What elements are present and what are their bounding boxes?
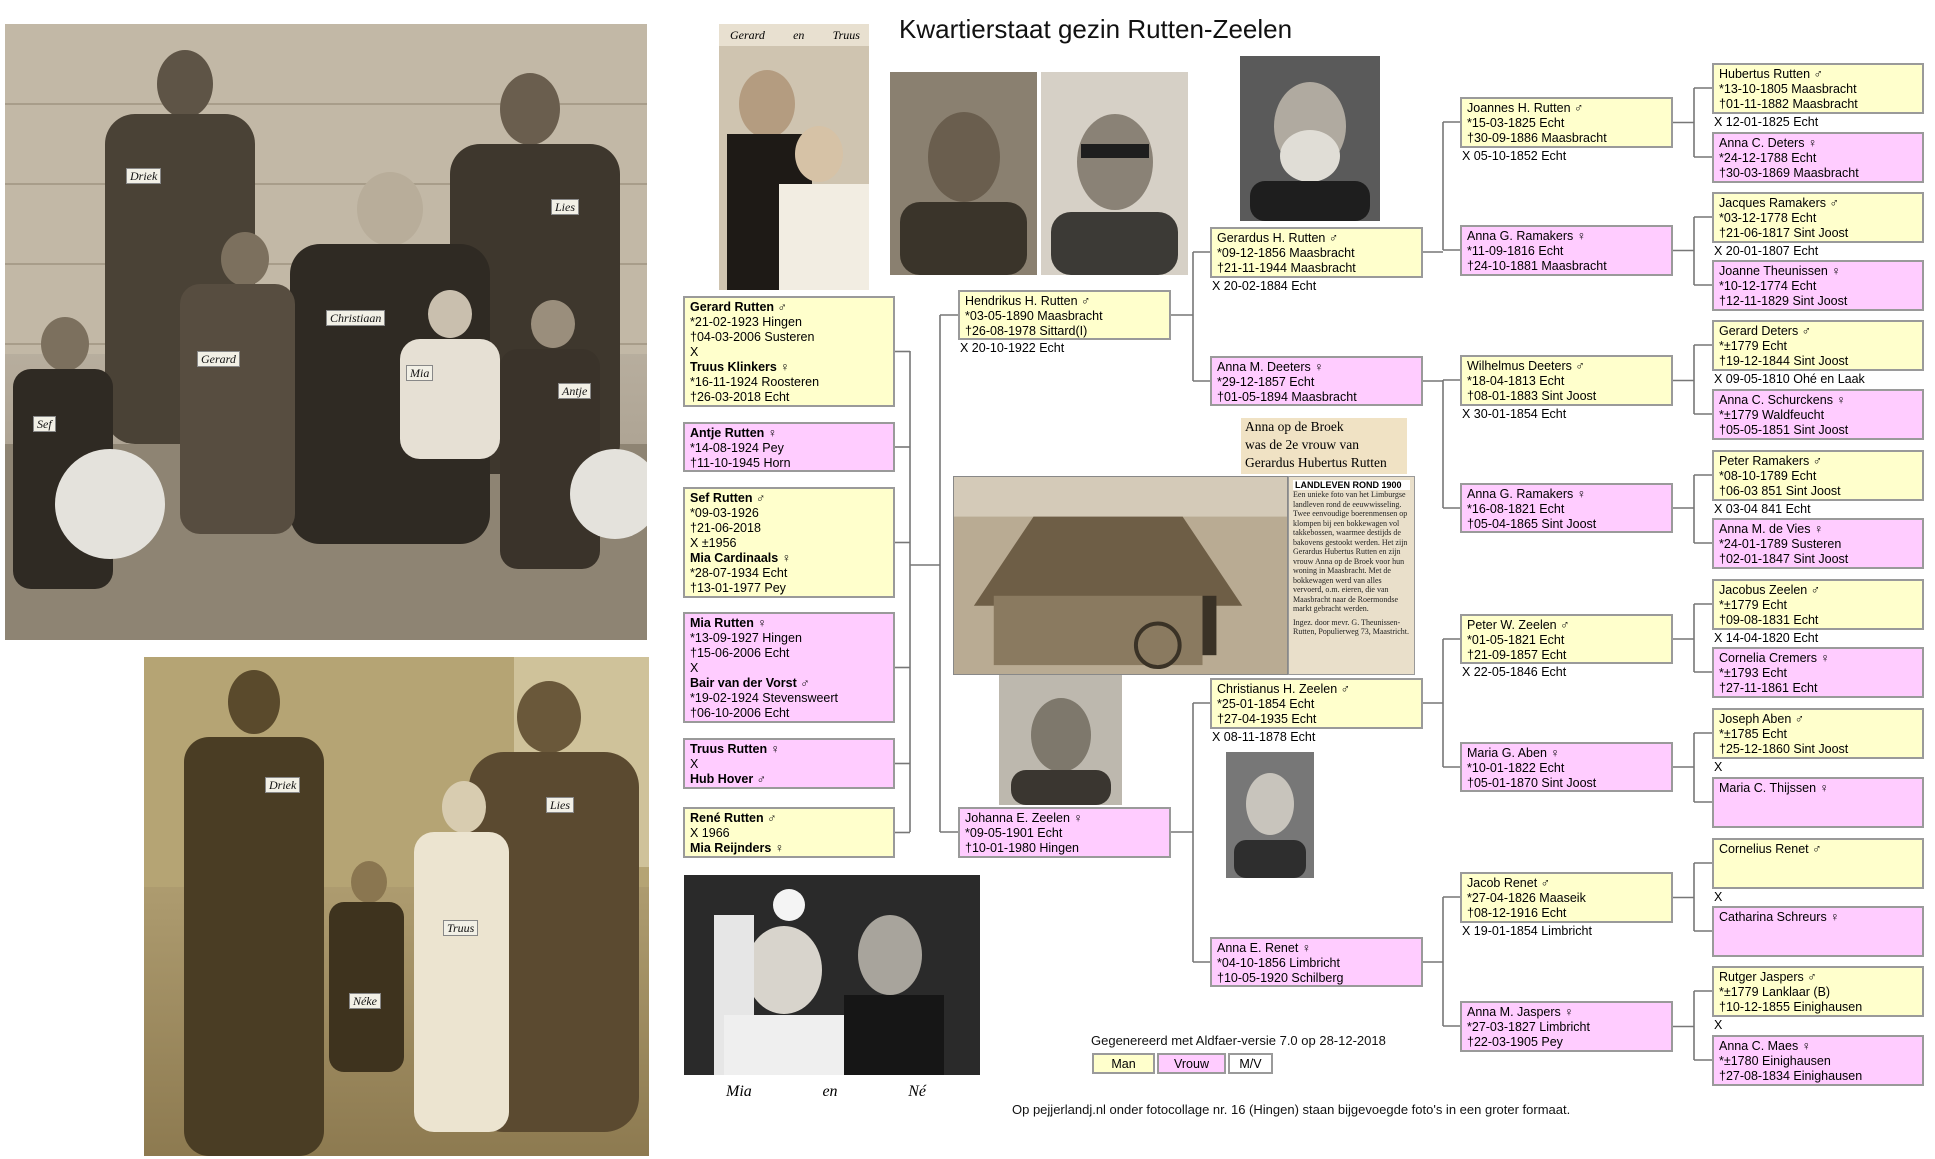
person-line: †02-01-1847 Sint Joost xyxy=(1719,552,1849,566)
great-grandparent-box[interactable] xyxy=(1460,225,1673,276)
person-line: †30-03-1869 Maasbracht xyxy=(1719,166,1859,180)
great-grandparent-box[interactable] xyxy=(1460,1001,1673,1052)
gg-grandparent-box[interactable] xyxy=(1712,450,1924,501)
person-line: Joseph Aben ♂ xyxy=(1719,712,1805,726)
person-line: †21-09-1857 Echt xyxy=(1467,648,1567,662)
photo-label-lies: Lies xyxy=(551,199,579,215)
person-line: Joannes H. Rutten ♂ xyxy=(1467,101,1584,115)
gg-grandparent-box[interactable] xyxy=(1712,1035,1924,1086)
person-line: *16-08-1821 Echt xyxy=(1467,502,1565,516)
person-line: *09-05-1901 Echt xyxy=(965,826,1063,840)
person-line: Peter Ramakers ♂ xyxy=(1719,454,1823,468)
caption-mia: Mia xyxy=(726,1083,752,1100)
marriage-date: X 20-02-1884 Echt xyxy=(1212,279,1317,293)
marriage-date: X 03-04 841 Echt xyxy=(1714,502,1811,516)
marriage-date: X xyxy=(1714,890,1723,904)
child-box[interactable] xyxy=(683,487,895,598)
wedding-caption-2 xyxy=(726,1083,926,1101)
gg-grandparent-box[interactable] xyxy=(1712,63,1924,114)
legend-mv: M/V xyxy=(1228,1053,1273,1074)
person-line: *14-08-1924 Pey xyxy=(690,441,784,455)
marriage-date: X 08-11-1878 Echt xyxy=(1212,730,1316,744)
person-line: †26-08-1978 Sittard(I) xyxy=(965,324,1088,338)
person-line: Cornelia Cremers ♀ xyxy=(1719,651,1830,665)
person-line: X xyxy=(690,661,699,675)
clipping-heading: LANDLEVEN ROND 1900 xyxy=(1293,480,1410,490)
marriage-date: X 20-01-1807 Echt xyxy=(1714,244,1819,258)
person-line: †08-12-1916 Echt xyxy=(1467,906,1567,920)
person-line: *03-12-1778 Echt xyxy=(1719,211,1817,225)
person-line: *13-09-1927 Hingen xyxy=(690,631,802,645)
person-line: †05-04-1865 Sint Joost xyxy=(1467,517,1597,531)
person-line: Truus Klinkers ♀ xyxy=(690,360,790,374)
gg-grandparent-box[interactable] xyxy=(1712,838,1924,889)
note-line-3: Gerardus Hubertus Rutten xyxy=(1245,455,1387,470)
person-line: †24-10-1881 Maasbracht xyxy=(1467,259,1607,273)
person-line: Jacques Ramakers ♂ xyxy=(1719,196,1839,210)
person-line: *09-12-1856 Maasbracht xyxy=(1217,246,1355,260)
caption-ne: Né xyxy=(908,1083,926,1100)
person-line: *±1793 Echt xyxy=(1719,666,1788,680)
photo-label-neke: Néke xyxy=(349,993,381,1009)
person-line: †21-06-1817 Sint Joost xyxy=(1719,226,1849,240)
footer-note: Op pejjerlandj.nl onder fotocollage nr. 16 (Hingen) staan bijgevoegde foto's in een groter formaat. xyxy=(1012,1102,1571,1117)
person-line: René Rutten ♂ xyxy=(690,811,777,825)
great-grandparent-box[interactable] xyxy=(1460,483,1673,533)
person-line: *27-03-1827 Limbricht xyxy=(1467,1020,1590,1034)
person-line: *03-05-1890 Maasbracht xyxy=(965,309,1103,323)
person-line: †21-06-2018 xyxy=(690,521,761,535)
photo-label-christiaan: Christiaan xyxy=(326,310,385,326)
wedding-photo-mia-ne xyxy=(684,875,980,1113)
photo-label-driek: Driek xyxy=(126,168,161,184)
person-line: *15-03-1825 Echt xyxy=(1467,116,1565,130)
person-line: †01-05-1894 Maasbracht xyxy=(1217,390,1357,404)
gg-grandparent-box[interactable] xyxy=(1712,708,1924,759)
person-line: Anna M. Deeters ♀ xyxy=(1217,360,1324,374)
person-line: †01-11-1882 Maasbracht xyxy=(1719,97,1858,111)
portrait-hendrikus-old xyxy=(1041,72,1188,275)
marriage-date: X xyxy=(1714,1018,1723,1032)
person-line: †12-11-1829 Sint Joost xyxy=(1719,294,1848,308)
family-photo-top xyxy=(5,24,647,640)
marriage-date: X 22-05-1846 Echt xyxy=(1462,665,1567,679)
person-line: Johanna E. Zeelen ♀ xyxy=(965,811,1083,825)
parent-box[interactable] xyxy=(958,807,1171,858)
person-line: †27-11-1861 Echt xyxy=(1719,681,1818,695)
person-line: Gerard Rutten ♂ xyxy=(690,300,787,314)
gg-grandparent-box[interactable] xyxy=(1712,777,1924,828)
photo-label-lies-2: Lies xyxy=(546,797,574,813)
person-line: †13-01-1977 Pey xyxy=(690,581,786,595)
portrait-johanna xyxy=(999,675,1122,805)
person-line: Anna G. Ramakers ♀ xyxy=(1467,229,1587,243)
person-line: Anna M. Jaspers ♀ xyxy=(1467,1005,1574,1019)
person-line: †21-11-1944 Maasbracht xyxy=(1217,261,1356,275)
person-line: Anna M. de Vies ♀ xyxy=(1719,522,1824,536)
generated-note: Gegenereerd met Aldfaer-versie 7.0 op 28-12-2018 xyxy=(1091,1033,1386,1048)
person-line: *28-07-1934 Echt xyxy=(690,566,788,580)
person-line: Cornelius Renet ♂ xyxy=(1719,842,1822,856)
person-line: Joanne Theunissen ♀ xyxy=(1719,264,1841,278)
photo-label-truus: Truus xyxy=(443,920,478,936)
child-box[interactable] xyxy=(683,612,895,723)
person-line: Jacob Renet ♂ xyxy=(1467,876,1551,890)
great-grandparent-box[interactable] xyxy=(1460,742,1673,792)
wedding-photo-gerard-truus xyxy=(719,24,869,290)
caption-truus: Truus xyxy=(832,28,860,42)
person-line: Catharina Schreurs ♀ xyxy=(1719,910,1840,924)
person-line: Anna C. Deters ♀ xyxy=(1719,136,1818,150)
person-line: Gerard Deters ♂ xyxy=(1719,324,1812,338)
person-line: †10-05-1920 Schilberg xyxy=(1217,971,1344,985)
gg-grandparent-box[interactable] xyxy=(1712,192,1924,243)
grandparent-box[interactable] xyxy=(1210,678,1423,729)
great-grandparent-box[interactable] xyxy=(1460,614,1673,664)
marriage-date: X 09-05-1810 Ohé en Laak xyxy=(1714,372,1865,386)
person-line: †19-12-1844 Sint Joost xyxy=(1719,354,1849,368)
person-line: Mia Reijnders ♀ xyxy=(690,841,785,855)
person-line: *04-10-1856 Limbricht xyxy=(1217,956,1340,970)
person-line: †27-04-1935 Echt xyxy=(1217,712,1317,726)
gg-grandparent-box[interactable] xyxy=(1712,320,1924,371)
great-grandparent-box[interactable] xyxy=(1460,355,1673,406)
person-line: †10-01-1980 Hingen xyxy=(965,841,1079,855)
person-line: *24-12-1788 Echt xyxy=(1719,151,1817,165)
child-box[interactable] xyxy=(683,807,895,858)
parent-box[interactable] xyxy=(958,290,1171,340)
clipping-photo-farmhouse xyxy=(953,476,1288,675)
person-line: Maria G. Aben ♀ xyxy=(1467,746,1560,760)
person-line: X 1966 xyxy=(690,826,730,840)
gg-grandparent-box[interactable] xyxy=(1712,906,1924,957)
person-line: †22-03-1905 Pey xyxy=(1467,1035,1563,1049)
person-line: *27-04-1826 Maaseik xyxy=(1467,891,1586,905)
clipping-credit: Ingez. door mevr. G. Theunissen-Rutten, Populierweg 73, Maastricht. xyxy=(1293,617,1409,636)
family-photo-bottom xyxy=(144,657,649,1156)
person-line: Anna C. Maes ♀ xyxy=(1719,1039,1812,1053)
person-line: *±1779 Echt xyxy=(1719,339,1788,353)
person-line: Bair van der Vorst ♂ xyxy=(690,676,810,690)
person-line: Truus Rutten ♀ xyxy=(690,742,780,756)
person-line: Anna E. Renet ♀ xyxy=(1217,941,1312,955)
gg-grandparent-box[interactable] xyxy=(1712,647,1924,698)
portrait-hendrikus-young xyxy=(890,72,1037,275)
person-line: †08-01-1883 Sint Joost xyxy=(1467,389,1597,403)
person-line: X xyxy=(690,345,699,359)
marriage-date: X 19-01-1854 Limbricht xyxy=(1462,924,1592,938)
photo-label-antje: Antje xyxy=(558,383,591,399)
caption-gerard: Gerard xyxy=(730,28,765,42)
person-line: *10-12-1774 Echt xyxy=(1719,279,1817,293)
person-line: *25-01-1854 Echt xyxy=(1217,697,1315,711)
marriage-date: X 14-04-1820 Echt xyxy=(1714,631,1819,645)
person-line: *11-09-1816 Echt xyxy=(1467,244,1564,258)
person-line: †15-06-2006 Echt xyxy=(690,646,790,660)
person-line: Antje Rutten ♀ xyxy=(690,426,778,440)
photo-label-mia: Mia xyxy=(406,365,433,381)
person-line: Anna G. Ramakers ♀ xyxy=(1467,487,1587,501)
person-line: X xyxy=(690,757,699,771)
person-line: †27-08-1834 Einighausen xyxy=(1719,1069,1863,1083)
person-line: *21-02-1923 Hingen xyxy=(690,315,802,329)
great-grandparent-box[interactable] xyxy=(1460,97,1673,148)
person-line: †05-01-1870 Sint Joost xyxy=(1467,776,1597,790)
marriage-date: X 30-01-1854 Echt xyxy=(1462,407,1567,421)
newspaper-clipping xyxy=(1288,476,1415,675)
person-line: Hendrikus H. Rutten ♂ xyxy=(965,294,1091,308)
photo-label-gerard: Gerard xyxy=(197,351,240,367)
page-title: Kwartierstaat gezin Rutten-Zeelen xyxy=(899,14,1293,44)
person-line: †30-09-1886 Maasbracht xyxy=(1467,131,1607,145)
great-grandparent-box[interactable] xyxy=(1460,872,1673,923)
person-line: *10-01-1822 Echt xyxy=(1467,761,1565,775)
note-anna-op-de-broek xyxy=(1241,418,1407,474)
person-line: *29-12-1857 Echt xyxy=(1217,375,1315,389)
gg-grandparent-box[interactable] xyxy=(1712,260,1924,311)
child-box[interactable] xyxy=(683,422,895,472)
person-line: Wilhelmus Deeters ♂ xyxy=(1467,359,1585,373)
person-line: Anna C. Schurckens ♀ xyxy=(1719,393,1846,407)
person-line: Mia Rutten ♀ xyxy=(690,616,767,630)
child-box[interactable] xyxy=(683,738,895,789)
person-line: *24-01-1789 Susteren xyxy=(1719,537,1842,551)
person-line: Gerardus H. Rutten ♂ xyxy=(1217,231,1339,245)
person-line: †06-10-2006 Echt xyxy=(690,706,790,720)
person-line: *±1780 Einighausen xyxy=(1719,1054,1831,1068)
person-line: †10-12-1855 Einighausen xyxy=(1719,1000,1863,1014)
photo-label-sef: Sef xyxy=(33,416,56,432)
person-line: *±1779 Echt xyxy=(1719,598,1788,612)
marriage-date: X xyxy=(1714,760,1723,774)
note-line-2: was de 2e vrouw van xyxy=(1245,437,1359,452)
gg-grandparent-box[interactable] xyxy=(1712,132,1924,183)
person-line: *13-10-1805 Maasbracht xyxy=(1719,82,1857,96)
grandparent-box[interactable] xyxy=(1210,356,1423,406)
caption-en-2: en xyxy=(822,1083,838,1100)
child-box[interactable] xyxy=(683,296,895,407)
person-line: Jacobus Zeelen ♂ xyxy=(1719,583,1821,597)
person-line: X ±1956 xyxy=(690,536,737,550)
person-line: *±1779 Waldfeucht xyxy=(1719,408,1825,422)
person-line: *01-05-1821 Echt xyxy=(1467,633,1565,647)
portrait-christianus xyxy=(1226,752,1314,878)
gg-grandparent-box[interactable] xyxy=(1712,966,1924,1017)
marriage-date: X 12-01-1825 Echt xyxy=(1714,115,1819,129)
person-line: *08-10-1789 Echt xyxy=(1719,469,1817,483)
person-line: Hub Hover ♂ xyxy=(690,772,767,786)
person-line: †06-03 851 Sint Joost xyxy=(1719,484,1841,498)
person-line: †26-03-2018 Echt xyxy=(690,390,790,404)
caption-en: en xyxy=(793,28,805,42)
clipping-body: Een unieke foto van het Limburgse landleven rond de eeuwwisseling. Twee eenvoudige boerenmensen op klompen bij een bokkewagen vol takkebossen, waarmee destijds de bakovens gestookt werden. Het zijn Gerardus Hubertus Rutten en zijn vrouw Anna op de Broek voor hun woning in Maasbracht. Met de bokkewagen werd van alles vervoerd, o.m. eieren, die van Maasbracht naar de Roermondse markt gebracht werden. xyxy=(1293,490,1408,613)
person-line: †04-03-2006 Susteren xyxy=(690,330,815,344)
person-line: Rutger Jaspers ♂ xyxy=(1719,970,1817,984)
marriage-date: X 05-10-1852 Echt xyxy=(1462,149,1567,163)
person-line: Sef Rutten ♂ xyxy=(690,491,766,505)
person-line: *19-02-1924 Stevensweert xyxy=(690,691,839,705)
person-line: *09-03-1926 xyxy=(690,506,759,520)
gg-grandparent-box[interactable] xyxy=(1712,389,1924,440)
person-line: †09-08-1831 Echt xyxy=(1719,613,1819,627)
note-line-1: Anna op de Broek xyxy=(1245,419,1344,434)
person-line: †25-12-1860 Sint Joost xyxy=(1719,742,1849,756)
portrait-gerardus xyxy=(1240,56,1380,221)
person-line: Hubertus Rutten ♂ xyxy=(1719,67,1823,81)
person-line: Mia Cardinaals ♀ xyxy=(690,551,792,565)
wedding-caption-1 xyxy=(730,28,860,43)
person-line: †05-05-1851 Sint Joost xyxy=(1719,423,1849,437)
legend-vrouw: Vrouw xyxy=(1157,1053,1226,1074)
person-line: Maria C. Thijssen ♀ xyxy=(1719,781,1829,795)
person-line: *±1779 Lanklaar (B) xyxy=(1719,985,1831,999)
person-line: Peter W. Zeelen ♂ xyxy=(1467,618,1570,632)
legend-man: Man xyxy=(1092,1053,1155,1074)
grandparent-box[interactable] xyxy=(1210,227,1423,278)
person-line: *18-04-1813 Echt xyxy=(1467,374,1565,388)
grandparent-box[interactable] xyxy=(1210,937,1423,987)
marriage-date: X 20-10-1922 Echt xyxy=(960,341,1065,355)
photo-label-driek-2: Driek xyxy=(265,777,300,793)
person-line: †11-10-1945 Horn xyxy=(690,456,791,470)
gg-grandparent-box[interactable] xyxy=(1712,579,1924,630)
gg-grandparent-box[interactable] xyxy=(1712,518,1924,569)
person-line: Christianus H. Zeelen ♂ xyxy=(1217,682,1351,696)
person-line: *±1785 Echt xyxy=(1719,727,1788,741)
person-line: *16-11-1924 Roosteren xyxy=(690,375,820,389)
